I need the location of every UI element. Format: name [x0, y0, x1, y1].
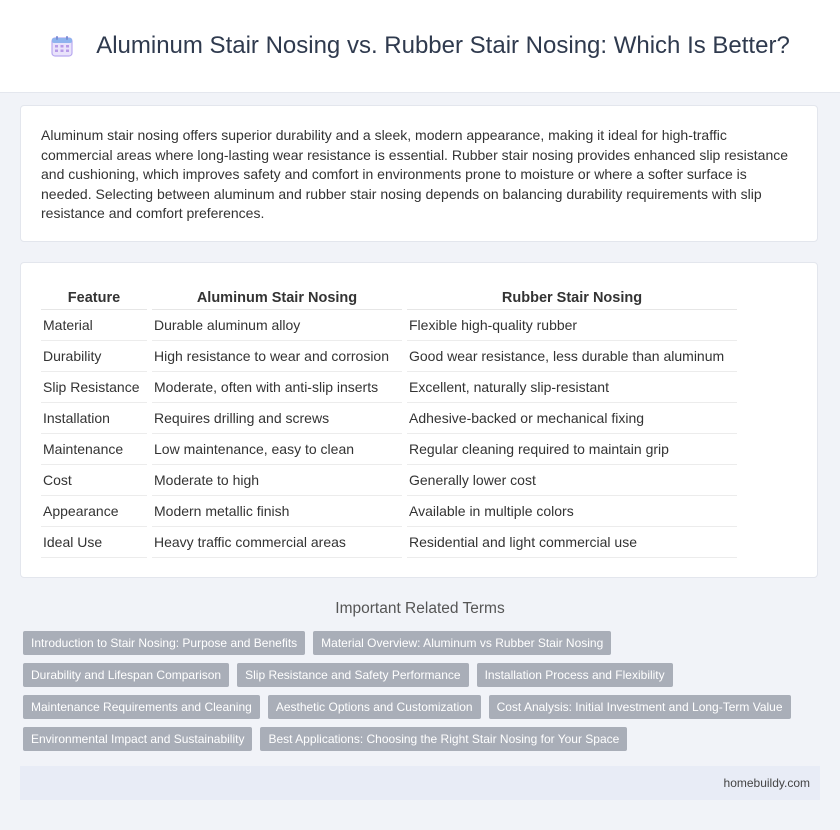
intro-card — [20, 105, 818, 242]
page-header — [0, 0, 840, 93]
table-row — [41, 403, 737, 434]
feature-cell: Maintenance — [41, 434, 147, 465]
rubber-cell: Excellent, naturally slip-resistant — [407, 372, 737, 403]
page-title: Aluminum Stair Nosing vs. Rubber Stair Nosing: Which Is Better? — [96, 32, 790, 59]
related-terms-title: Important Related Terms — [335, 600, 505, 617]
aluminum-cell: Heavy traffic commercial areas — [152, 527, 402, 558]
comparison-table — [36, 285, 742, 558]
aluminum-cell: High resistance to wear and corrosion — [152, 341, 402, 372]
aluminum-cell: Durable aluminum alloy — [152, 310, 402, 341]
rubber-cell: Flexible high-quality rubber — [407, 310, 737, 341]
aluminum-cell: Moderate, often with anti-slip inserts — [152, 372, 402, 403]
related-term-tag[interactable]: Durability and Lifespan Comparison — [23, 663, 229, 687]
related-term-tag[interactable]: Cost Analysis: Initial Investment and Long-Term Value — [489, 695, 791, 719]
rubber-cell: Adhesive-backed or mechanical fixing — [407, 403, 737, 434]
related-term-tag[interactable]: Environmental Impact and Sustainability — [23, 727, 252, 751]
related-term-tag[interactable]: Maintenance Requirements and Cleaning — [23, 695, 260, 719]
related-term-tag[interactable]: Aesthetic Options and Customization — [268, 695, 481, 719]
rubber-cell: Available in multiple colors — [407, 496, 737, 527]
related-terms-tags — [23, 631, 823, 759]
feature-cell: Durability — [41, 341, 147, 372]
rubber-cell: Generally lower cost — [407, 465, 737, 496]
table-row — [41, 341, 737, 372]
aluminum-cell: Requires drilling and screws — [152, 403, 402, 434]
feature-cell: Appearance — [41, 496, 147, 527]
table-row — [41, 465, 737, 496]
column-header-rubber: Rubber Stair Nosing — [407, 285, 737, 310]
table-row — [41, 434, 737, 465]
related-term-tag[interactable]: Best Applications: Choosing the Right Stair Nosing for Your Space — [260, 727, 627, 751]
table-row — [41, 527, 737, 558]
page-footer — [20, 766, 820, 800]
rubber-cell: Good wear resistance, less durable than aluminum — [407, 341, 737, 372]
table-header-row — [41, 285, 737, 310]
aluminum-cell: Modern metallic finish — [152, 496, 402, 527]
rubber-cell: Residential and light commercial use — [407, 527, 737, 558]
comparison-card — [20, 262, 818, 578]
rubber-cell: Regular cleaning required to maintain grip — [407, 434, 737, 465]
feature-cell: Material — [41, 310, 147, 341]
feature-cell: Slip Resistance — [41, 372, 147, 403]
related-term-tag[interactable]: Installation Process and Flexibility — [477, 663, 673, 687]
table-row — [41, 372, 737, 403]
feature-cell: Ideal Use — [41, 527, 147, 558]
related-term-tag[interactable]: Slip Resistance and Safety Performance — [237, 663, 468, 687]
column-header-aluminum: Aluminum Stair Nosing — [152, 285, 402, 310]
calendar-icon — [50, 34, 74, 58]
site-name[interactable]: homebuildy.com — [723, 776, 810, 790]
related-term-tag[interactable]: Material Overview: Aluminum vs Rubber Stair Nosing — [313, 631, 611, 655]
intro-text: Aluminum stair nosing offers superior durability and a sleek, modern appearance, making it ideal for high-traffic commercial areas where long-lasting wear resistance is essential. Rubber stair nosing provides enhanced slip resistance and cushioning, which improves safety and comfort in environments prone to moisture or where a softer surface is needed. Selecting between aluminum and rubber stair nosing depends on balancing durability requirements with slip resistance and comfort preferences. — [41, 127, 789, 222]
aluminum-cell: Moderate to high — [152, 465, 402, 496]
related-term-tag[interactable]: Introduction to Stair Nosing: Purpose and Benefits — [23, 631, 305, 655]
column-header-feature: Feature — [41, 285, 147, 310]
table-row — [41, 310, 737, 341]
aluminum-cell: Low maintenance, easy to clean — [152, 434, 402, 465]
table-row — [41, 496, 737, 527]
feature-cell: Cost — [41, 465, 147, 496]
feature-cell: Installation — [41, 403, 147, 434]
